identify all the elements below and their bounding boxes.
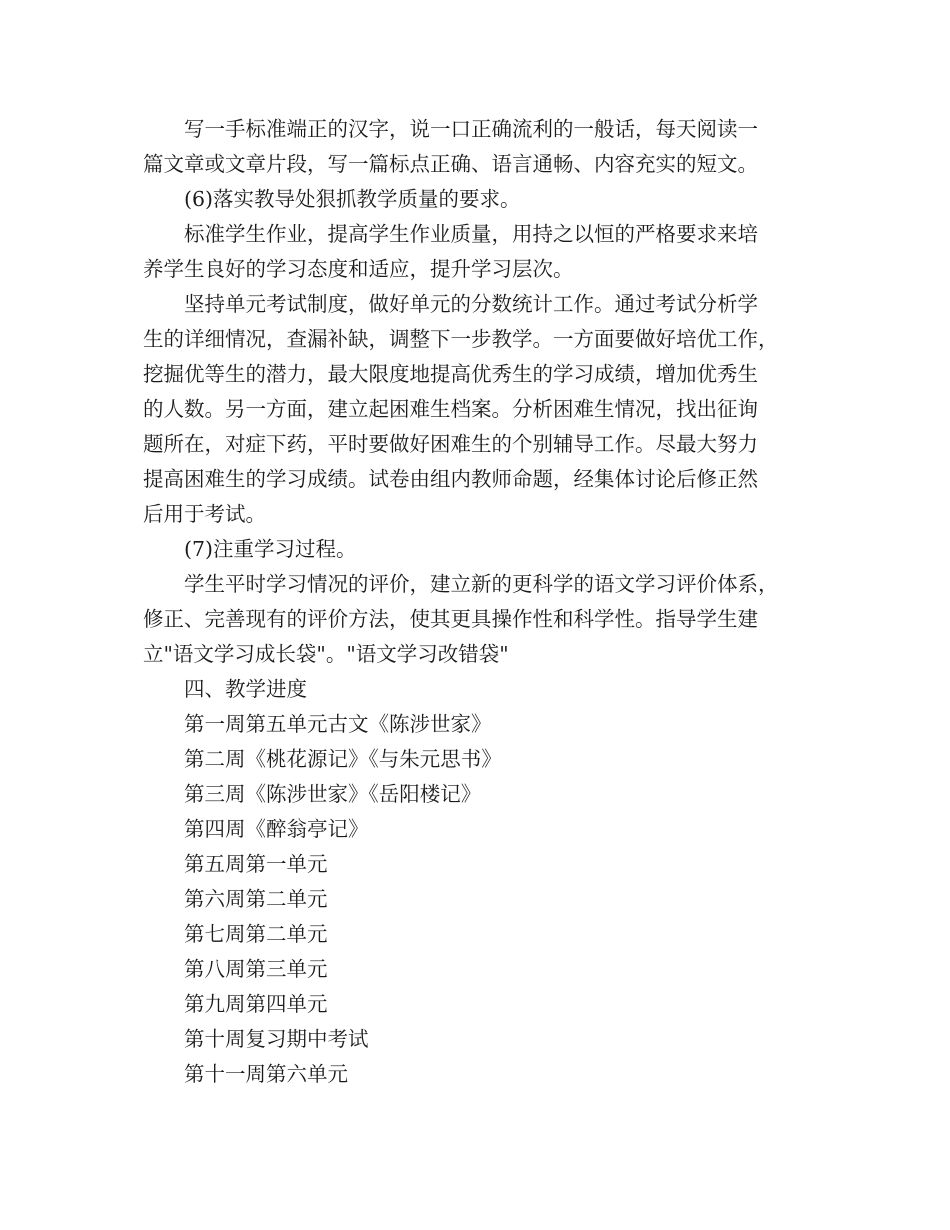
section-heading-7 (143, 532, 823, 567)
text-line: (6)落实教导处狠抓教学质量的要求。 (184, 187, 521, 211)
schedule-item-week-10 (143, 1022, 823, 1057)
schedule-item-week-4 (143, 812, 823, 847)
text-line: 生的详细情况，查漏补缺，调整下一步教学。一方面要做好培优工作， (143, 327, 779, 351)
document-page (143, 112, 823, 1092)
text-line: (7)注重学习过程。 (184, 537, 357, 561)
text-line: 学生平时学习情况的评价，建立新的更科学的语文学习评价体系， (184, 572, 779, 596)
text-line: 写一手标准端正的汉字，说一口正确流利的一般话，每天阅读一 (184, 117, 758, 141)
text-line: 第十一周第六单元 (184, 1062, 348, 1086)
schedule-item-week-1 (143, 707, 823, 742)
text-line: 提高困难生的学习成绩。试卷由组内教师命题，经集体讨论后修正然 (143, 467, 758, 491)
text-line: 养学生良好的学习态度和适应，提升学习层次。 (143, 257, 574, 281)
schedule-item-week-6 (143, 882, 823, 917)
text-line: 的人数。另一方面，建立起困难生档案。分析困难生情况，找出征询 (143, 397, 758, 421)
text-line: 坚持单元考试制度，做好单元的分数统计工作。通过考试分析学 (184, 292, 758, 316)
paragraph-evaluation (143, 567, 823, 672)
schedule-item-week-9 (143, 987, 823, 1022)
text-line: 第一周第五单元古文《陈涉世家》 (184, 712, 492, 736)
text-line: 立"语文学习成长袋"。"语文学习改错袋" (143, 642, 509, 666)
text-line: 第六周第二单元 (184, 887, 328, 911)
text-line: 四、教学进度 (184, 677, 307, 701)
schedule-item-week-3 (143, 777, 823, 812)
text-line: 第五周第一单元 (184, 852, 328, 876)
schedule-item-week-5 (143, 847, 823, 882)
text-line: 篇文章或文章片段，写一篇标点正确、语言通畅、内容充实的短文。 (143, 152, 758, 176)
text-line: 修正、完善现有的评价方法，使其更具操作性和科学性。指导学生建 (143, 607, 758, 631)
paragraph-homework-standards (143, 217, 823, 287)
text-line: 第八周第三单元 (184, 957, 328, 981)
text-line: 第三周《陈涉世家》《岳阳楼记》 (184, 782, 482, 806)
text-line: 第七周第二单元 (184, 922, 328, 946)
section-heading-schedule (143, 672, 823, 707)
text-line: 挖掘优等生的潜力，最大限度地提高优秀生的学习成绩，增加优秀生 (143, 362, 758, 386)
text-line: 第二周《桃花源记》《与朱元思书》 (184, 747, 502, 771)
text-line: 题所在，对症下药，平时要做好困难生的个别辅导工作。尽最大努力 (143, 432, 758, 456)
schedule-item-week-2 (143, 742, 823, 777)
section-heading-6 (143, 182, 823, 217)
schedule-item-week-11 (143, 1057, 823, 1092)
text-line: 标准学生作业，提高学生作业质量，用持之以恒的严格要求来培 (184, 222, 758, 246)
schedule-item-week-8 (143, 952, 823, 987)
paragraph-writing-requirements (143, 112, 823, 182)
paragraph-unit-exams (143, 287, 823, 532)
text-line: 后用于考试。 (143, 502, 266, 526)
schedule-item-week-7 (143, 917, 823, 952)
text-line: 第四周《醉翁亭记》 (184, 817, 369, 841)
text-line: 第九周第四单元 (184, 992, 328, 1016)
text-line: 第十周复习期中考试 (184, 1027, 369, 1051)
